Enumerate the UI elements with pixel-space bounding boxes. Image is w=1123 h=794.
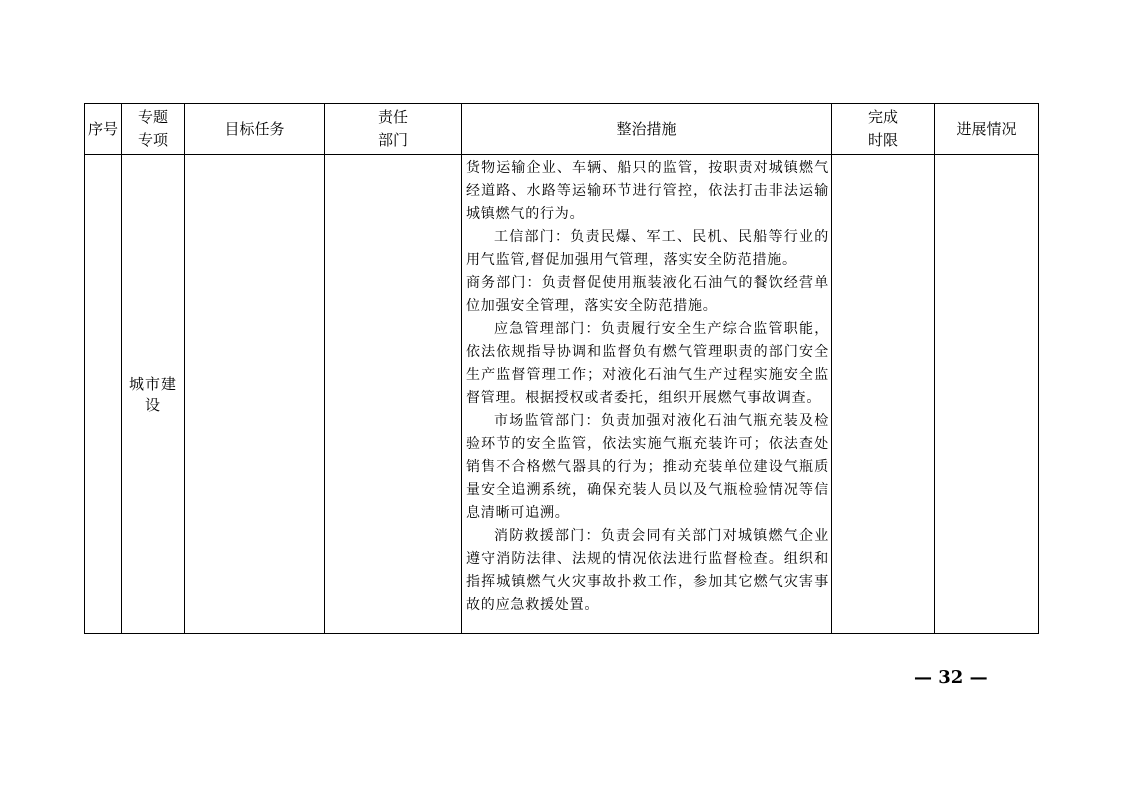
cell-progress xyxy=(935,155,1039,634)
page-number: — 32 — xyxy=(914,667,988,688)
header-progress: 进展情况 xyxy=(935,104,1039,155)
header-topic xyxy=(122,104,185,155)
header-topic-line1: 专题 xyxy=(137,108,168,126)
header-deadline xyxy=(832,104,935,155)
cell-deadline xyxy=(832,155,935,634)
header-dept-line2: 部门 xyxy=(377,131,408,149)
measure-paragraph: 货物运输企业、车辆、船只的监管，按职责对城镇燃气经道路、水路等运输环节进行管控，依法打击非法运输城镇燃气的行为。 xyxy=(466,160,829,222)
cell-topic: 城市建设 xyxy=(122,155,185,634)
header-deadline-line2: 时限 xyxy=(867,131,898,149)
cell-target xyxy=(185,155,325,634)
header-topic-line2: 专项 xyxy=(137,131,168,149)
cell-measures xyxy=(462,155,832,634)
measure-paragraph: 应急管理部门：负责履行安全生产综合监管职能，依法依规指导协调和监督负有燃气管理职责的部门安全生产监督管理工作；对液化石油气生产过程实施安全监督管理。根据授权或者委托，组织开展燃气事故调查。 xyxy=(466,321,829,406)
header-seq: 序号 xyxy=(85,104,122,155)
measure-paragraph: 工信部门：负责民爆、军工、民机、民船等行业的用气监管,督促加强用气管理，落实安全防范措施。 xyxy=(466,229,829,268)
header-deadline-line1: 完成 xyxy=(867,108,898,126)
measure-paragraph: 商务部门：负责督促使用瓶装液化石油气的餐饮经营单位加强安全管理，落实安全防范措施。 xyxy=(466,275,829,314)
header-dept xyxy=(325,104,462,155)
measure-paragraph: 市场监管部门：负责加强对液化石油气瓶充装及检验环节的安全监管，依法实施气瓶充装许可；依法查处销售不合格燃气器具的行为；推动充装单位建设气瓶质量安全追溯系统，确保充装人员以及气瓶检验情况等信息清晰可追溯。 xyxy=(466,413,829,521)
table-header-row xyxy=(85,104,1039,155)
cell-seq xyxy=(85,155,122,634)
remediation-table xyxy=(84,103,1039,634)
header-dept-line1: 责任 xyxy=(377,108,408,126)
cell-dept xyxy=(325,155,462,634)
header-target: 目标任务 xyxy=(185,104,325,155)
table-row xyxy=(85,155,1039,634)
measure-paragraph: 消防救援部门：负责会同有关部门对城镇燃气企业遵守消防法律、法规的情况依法进行监督检查。组织和指挥城镇燃气火灾事故扑救工作，参加其它燃气灾害事故的应急救援处置。 xyxy=(466,528,829,613)
header-measures: 整治措施 xyxy=(462,104,832,155)
